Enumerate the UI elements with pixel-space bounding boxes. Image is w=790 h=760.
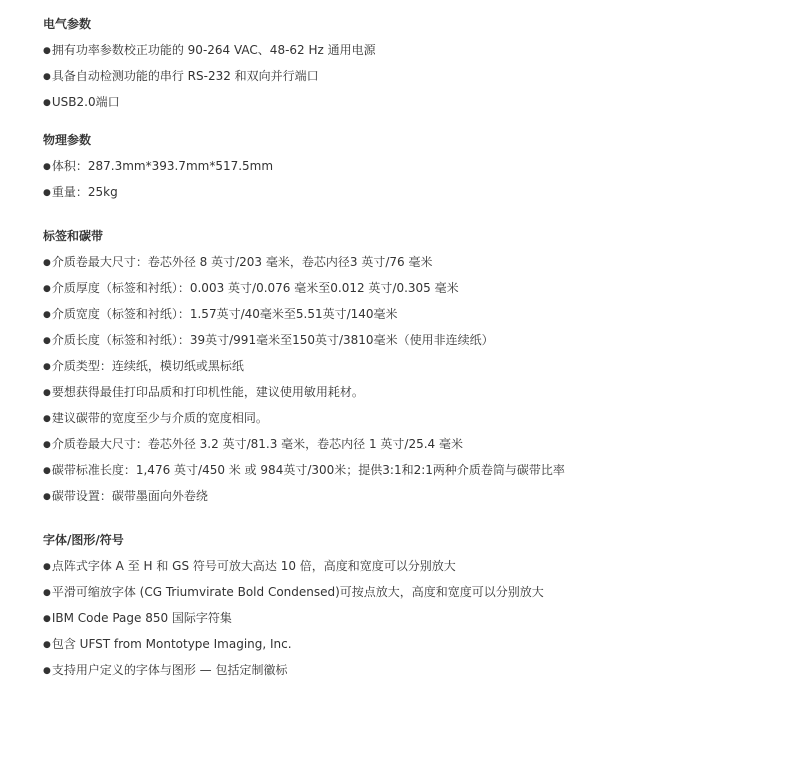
spec-item bbox=[43, 304, 790, 324]
bullet-icon: ● bbox=[43, 284, 51, 294]
bullet-icon: ● bbox=[43, 188, 51, 198]
spec-item-text: 平滑可缩放字体 (CG Triumvirate Bold Condensed)可按点放大，高度和宽度可以分别放大 bbox=[51, 585, 544, 599]
bullet-icon: ● bbox=[43, 440, 51, 450]
spec-item bbox=[43, 182, 790, 202]
spec-item-text: IBM Code Page 850 国际字符集 bbox=[51, 611, 232, 625]
spec-item bbox=[43, 608, 790, 628]
bullet-icon: ● bbox=[43, 562, 51, 572]
spec-item-text: 碳带标准长度：1,476 英寸/450 米 或 984英寸/300米；提供3:1和2:1两种介质卷筒与碳带比率 bbox=[51, 463, 565, 477]
spec-item bbox=[43, 486, 790, 506]
bullet-icon: ● bbox=[43, 492, 51, 502]
spec-item-text: 介质卷最大尺寸：卷芯外径 8 英寸/203 毫米，卷芯内径3 英寸/76 毫米 bbox=[51, 255, 433, 269]
spec-item-text: 拥有功率参数校正功能的 90-264 VAC、48-62 Hz 通用电源 bbox=[51, 43, 376, 57]
spec-item bbox=[43, 382, 790, 402]
bullet-icon: ● bbox=[43, 640, 51, 650]
spec-item bbox=[43, 460, 790, 480]
spec-item bbox=[43, 40, 790, 60]
spec-item bbox=[43, 634, 790, 654]
spec-item bbox=[43, 330, 790, 350]
spec-item bbox=[43, 356, 790, 376]
spec-item-text: 介质厚度（标签和衬纸）：0.003 英寸/0.076 毫米至0.012 英寸/0.305 毫米 bbox=[51, 281, 459, 295]
bullet-icon: ● bbox=[43, 310, 51, 320]
spec-item bbox=[43, 660, 790, 680]
bullet-icon: ● bbox=[43, 98, 51, 108]
spec-item bbox=[43, 582, 790, 602]
bullet-icon: ● bbox=[43, 388, 51, 398]
bullet-icon: ● bbox=[43, 466, 51, 476]
bullet-icon: ● bbox=[43, 362, 51, 372]
spec-item bbox=[43, 278, 790, 298]
spec-item bbox=[43, 434, 790, 454]
spec-item-text: 支持用户定义的字体与图形 — 包括定制徽标 bbox=[51, 663, 288, 677]
spec-item bbox=[43, 408, 790, 428]
spec-item-text: 具备自动检测功能的串行 RS-232 和双向并行端口 bbox=[51, 69, 319, 83]
bullet-icon: ● bbox=[43, 666, 51, 676]
spec-item-text: 介质长度（标签和衬纸）：39英寸/991毫米至150英寸/3810毫米（使用非连续纸） bbox=[51, 333, 494, 347]
bullet-icon: ● bbox=[43, 258, 51, 268]
spec-item-text: 包含 UFST from Montotype Imaging, Inc. bbox=[51, 637, 292, 651]
spec-item-text: 重量：25kg bbox=[51, 185, 118, 199]
section-fonts-graphics bbox=[43, 530, 790, 680]
spec-item-text: 体积：287.3mm*393.7mm*517.5mm bbox=[51, 159, 274, 173]
bullet-icon: ● bbox=[43, 162, 51, 172]
bullet-icon: ● bbox=[43, 72, 51, 82]
section-title: 标签和碳带 bbox=[43, 229, 104, 243]
spec-item bbox=[43, 252, 790, 272]
bullet-icon: ● bbox=[43, 414, 51, 424]
section-title: 电气参数 bbox=[43, 17, 92, 31]
spec-item-text: 介质宽度（标签和衬纸）：1.57英寸/40毫米至5.51英寸/140毫米 bbox=[51, 307, 398, 321]
spec-item-text: 碳带设置：碳带墨面向外卷绕 bbox=[51, 489, 208, 503]
spec-item bbox=[43, 92, 790, 112]
spec-item bbox=[43, 66, 790, 86]
bullet-icon: ● bbox=[43, 46, 51, 56]
spec-item-text: 点阵式字体 A 至 H 和 GS 符号可放大高达 10 倍，高度和宽度可以分别放大 bbox=[51, 559, 456, 573]
section-labels-ribbon bbox=[43, 226, 790, 506]
section-physical bbox=[43, 130, 790, 202]
spec-item-text: 建议碳带的宽度至少与介质的宽度相同。 bbox=[51, 411, 268, 425]
spec-item-text: 介质卷最大尺寸：卷芯外径 3.2 英寸/81.3 毫米，卷芯内径 1 英寸/25.4 毫米 bbox=[51, 437, 463, 451]
spec-item bbox=[43, 156, 790, 176]
spec-item-text: 介质类型：连续纸，模切纸或黑标纸 bbox=[51, 359, 244, 373]
bullet-icon: ● bbox=[43, 588, 51, 598]
spec-item-text: 要想获得最佳打印品质和打印机性能，建议使用敏用耗材。 bbox=[51, 385, 364, 399]
spec-item bbox=[43, 556, 790, 576]
section-electrical bbox=[43, 14, 790, 112]
bullet-icon: ● bbox=[43, 614, 51, 624]
section-title: 物理参数 bbox=[43, 133, 92, 147]
spec-item-text: USB2.0端口 bbox=[51, 95, 120, 109]
bullet-icon: ● bbox=[43, 336, 51, 346]
section-title: 字体/图形/符号 bbox=[43, 533, 124, 547]
